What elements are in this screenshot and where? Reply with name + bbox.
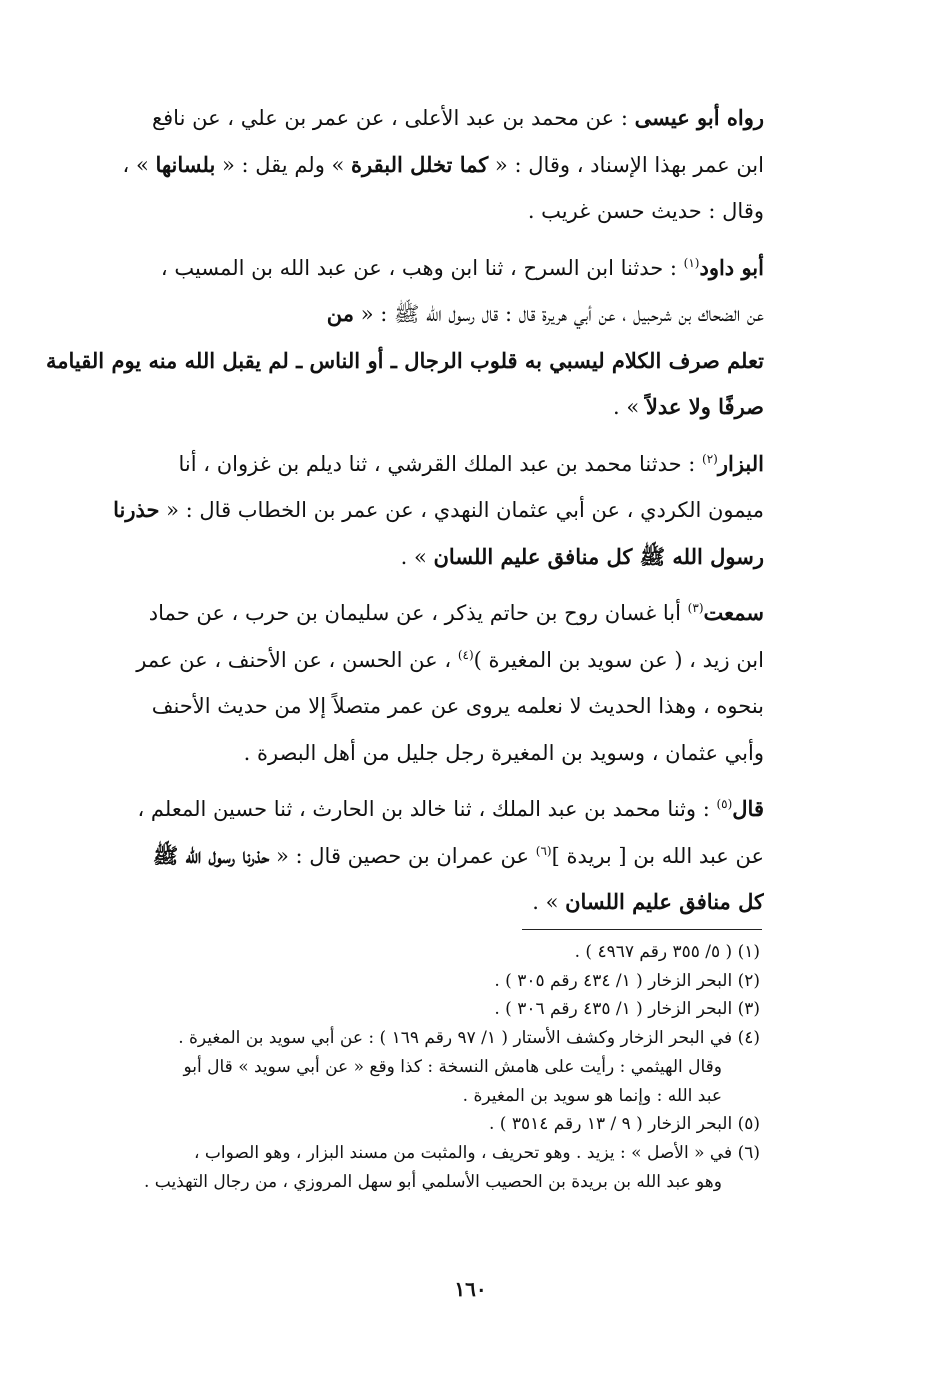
text-segment: » ، bbox=[122, 152, 156, 177]
text-segment: ميمون الكردي ، عن أبي عثمان النهدي ، عن عمر بن الخطاب قال : « bbox=[159, 498, 764, 522]
bold-text: تعلم صرف الكلام ليسبي به قلوب الرجال ـ أو الناس ـ لم يقبل الله منه يوم القيامة bbox=[46, 347, 764, 373]
bold-text: قال bbox=[732, 796, 764, 821]
text-segment: » ولم يقل : « bbox=[215, 152, 352, 177]
text-segment: ابن عمر بهذا الإسناد ، وقال : « bbox=[488, 152, 764, 177]
text-segment: أبا غسان روح بن حاتم يذكر ، عن سليمان بن حرب ، عن حماد bbox=[148, 601, 688, 625]
text-line bbox=[34, 95, 764, 142]
bold-text: صرفًا ولا عدلاً bbox=[645, 394, 764, 419]
text-line bbox=[34, 683, 764, 730]
bold-text: أبو داود bbox=[699, 254, 764, 280]
text-line bbox=[34, 637, 764, 684]
text-segment: » . bbox=[613, 395, 646, 419]
text-line bbox=[34, 291, 764, 338]
text-segment: » . bbox=[532, 890, 566, 914]
footnote-line: وهو عبد الله بن بريدة بن الحصيب الأسلمي أبو سهل المروزي ، من رجال التهذيب . bbox=[143, 1171, 722, 1192]
paragraph bbox=[34, 786, 764, 926]
text-line bbox=[34, 245, 764, 292]
footnote-ref: (١) bbox=[683, 255, 700, 270]
text-segment: عن عمران بن حصين قال : « bbox=[269, 843, 536, 868]
text-line bbox=[34, 384, 764, 431]
paragraph bbox=[34, 245, 764, 431]
text-segment: عن الضحاك بن شرحبيل ، عن أبي هريرة قال : قال رسول الله ﷺ : « bbox=[354, 302, 764, 326]
footnote-ref: (٣) bbox=[687, 601, 704, 615]
bold-text: سمعت bbox=[703, 600, 764, 625]
footnote-ref: (٦) bbox=[535, 843, 552, 858]
footnote-ref: (٢) bbox=[702, 451, 718, 466]
text-segment: : حدثنا ابن السرح ، ثنا ابن وهب ، عن عبد الله بن المسيب ، bbox=[160, 255, 684, 280]
text-line bbox=[34, 730, 764, 777]
text-line bbox=[34, 142, 764, 189]
bold-text: من bbox=[326, 301, 355, 326]
bold-text: حذرنا رسول الله ﷺ bbox=[152, 842, 270, 868]
footnote-line: (٣) البحر الزخار ( ١/ ٤٣٥ رقم ٣٠٦ ) . bbox=[494, 999, 760, 1020]
footnote-line: (٦) في « الأصل » : يزيد . وهو تحريف ، والمثبت من مسند البزار ، وهو الصواب ، bbox=[194, 1142, 760, 1163]
text-segment: : عن محمد بن عبد الأعلى ، عن عمر بن علي ، عن نافع bbox=[151, 106, 635, 130]
text-line bbox=[34, 487, 764, 534]
text-segment: ابن زيد ، ( عن سويد بن المغيرة ) bbox=[473, 647, 764, 672]
paragraph bbox=[34, 95, 764, 235]
bold-text: بلسانها bbox=[155, 151, 216, 177]
text-line bbox=[34, 879, 764, 926]
footnote-ref: (٥) bbox=[716, 797, 733, 811]
bold-text: كما تخلل البقرة bbox=[351, 151, 489, 177]
paragraph bbox=[34, 441, 764, 581]
footnote-line: (٤) في البحر الزخار وكشف الأستار ( ١/ ٩٧ رقم ١٦٩ ) : عن أبي سويد بن المغيرة . bbox=[178, 1028, 760, 1049]
main-text bbox=[34, 95, 764, 936]
text-segment: بنحوه ، وهذا الحديث لا نعلمه يروى عن عمر متصلاً إلا من حديث الأحنف bbox=[151, 694, 764, 718]
bold-text: رواه أبو عيسى bbox=[634, 105, 764, 130]
text-line bbox=[34, 188, 764, 235]
bold-text: حذرنا bbox=[113, 497, 160, 522]
text-segment: ، عن الحسن ، عن الأحنف ، عن عمر bbox=[136, 647, 458, 672]
bold-text: البزار bbox=[717, 450, 764, 476]
text-segment: » . bbox=[400, 544, 434, 569]
footnote-line: (٥) البحر الزخار ( ٩ / ١٣ رقم ٣٥١٤ ) . bbox=[488, 1114, 760, 1135]
text-line bbox=[34, 786, 764, 833]
bold-text: كل منافق عليم اللسان bbox=[565, 889, 764, 914]
paragraph bbox=[34, 590, 764, 776]
footnote-ref: (٤) bbox=[457, 647, 474, 662]
text-line bbox=[34, 441, 764, 488]
footnote-separator bbox=[522, 929, 762, 930]
text-segment: عن عبد الله بن [ بريدة ] bbox=[551, 843, 764, 868]
footnote-line: وقال الهيثمي : رأيت على هامش النسخة : كذا وقع « عن أبي سويد » قال أبو bbox=[183, 1056, 722, 1077]
text-line bbox=[34, 590, 764, 637]
bold-text: رسول الله ﷺ كل منافق عليم اللسان bbox=[433, 543, 764, 569]
text-line bbox=[34, 338, 764, 385]
footnote-line: (٢) البحر الزخار ( ١/ ٤٣٤ رقم ٣٠٥ ) . bbox=[494, 970, 760, 991]
footnotes bbox=[26, 938, 760, 1196]
text-segment: وأبي عثمان ، وسويد بن المغيرة رجل جليل من أهل البصرة . bbox=[243, 740, 764, 765]
text-line bbox=[34, 534, 764, 581]
text-segment: : حدثنا محمد بن عبد الملك القرشي ، ثنا ديلم بن غزوان ، أنا bbox=[178, 451, 703, 476]
page-number: ١٦٠ bbox=[454, 1277, 487, 1301]
text-line bbox=[34, 833, 764, 880]
footnote-line: (١) ( ٥/ ٣٥٥ رقم ٤٩٦٧ ) . bbox=[574, 942, 760, 962]
footnote-line: عبد الله : وإنما هو سويد بن المغيرة . bbox=[462, 1085, 722, 1106]
text-segment: وقال : حديث حسن غريب . bbox=[527, 199, 764, 223]
text-segment: : وثنا محمد بن عبد الملك ، ثنا خالد بن الحارث ، ثنا حسين المعلم ، bbox=[137, 797, 717, 821]
